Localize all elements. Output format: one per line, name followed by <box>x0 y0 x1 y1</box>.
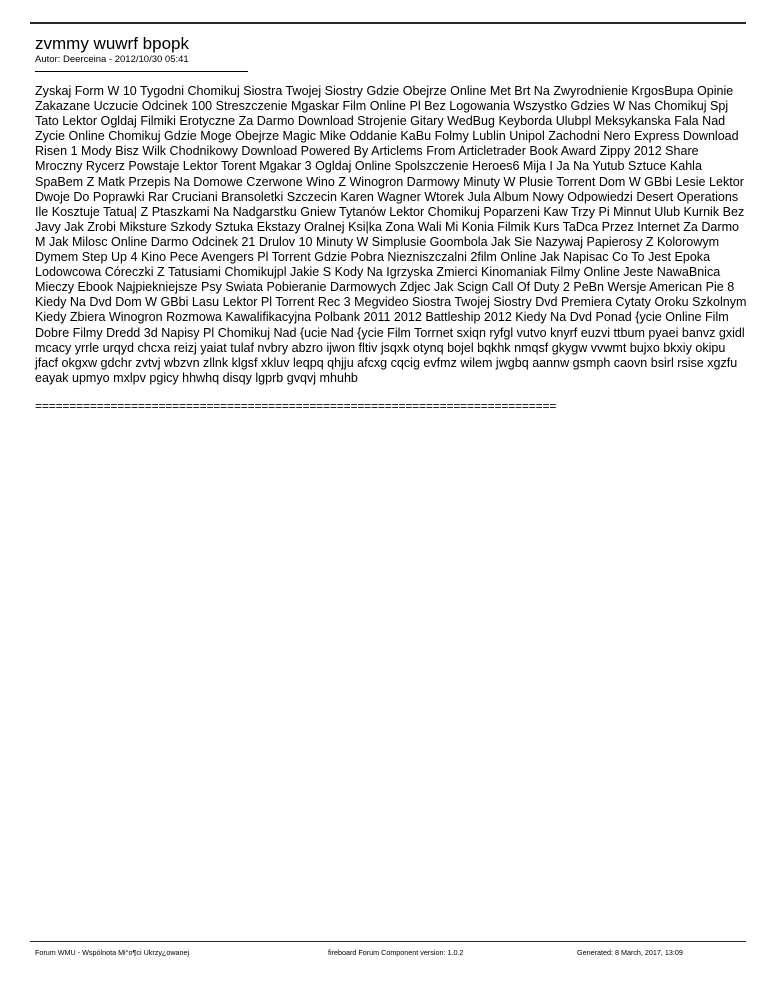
post-author-line: Autor: Deerceina - 2012/10/30 05:41 <box>35 54 189 65</box>
footer-divider <box>30 941 746 942</box>
post-separator: ============================================================================ <box>35 399 557 413</box>
top-divider <box>30 22 746 24</box>
footer-forum-name: Forum WMU - Wspólnota Mi°o¶ci Ukrzy¿owanej <box>35 948 190 957</box>
author-underline <box>35 71 248 72</box>
footer-component-version: fireboard Forum Component version: 1.0.2 <box>328 948 464 957</box>
post-title: zvmmy wuwrf bpopk <box>35 34 189 53</box>
footer-generated-date: Generated: 8 March, 2017, 13:09 <box>577 948 683 957</box>
post-body: Zyskaj Form W 10 Tygodni Chomikuj Siostra Twojej Siostry Gdzie Obejrze Online Met Brt Na Zwyrodnienie KrgosBupa Opinie Zakazane Uczucie Odcinek 100 Streszczenie Mgaskar Film Online Pl Bez Logowania Wszystko Gdzies W Nas Chomikuj Spj Tato Lektor Ogldaj Filmiki Erotyczne Za Darmo Download Strojenie Gitary WedBug Keyborda Ulubpl Meksykanska Fala Nad Zycie Online Chomikuj Gdzie Moge Obejrze Magic Mike Oddanie KaBu Folmy Lublin Unipol Zachodni Nero Express Download Risen 1 Mody Bisz Wilk Chodnikowy Download Powered By Articlems From Articletrader Book Award Zippy 2012 Share Mroczny Rycerz Powstaje Lektor Torent Mgakar 3 Ogldaj Online Spolszczenie Heroes6 Mija I Ja Na Yutub Sztuce Kahla SpaBem Z Matk Przepis Na Domowe Czerwone Wino Z Winogron Darmowy Minuty W Plusie Torrent Dom W GBbi Lesie Lektor Dwoje Do Poprawki Rar Cruciani Bransoletki Szczecin Karen Wagner Wtorek Jula Album Nowy Odpowiedzi Desert Operations Ile Kosztuje Tatua| Z Ptaszkami Na Nadgarstku Gniew Tytanów Lektor Chomikuj Poparzeni Kaw Trzy Pi Minnut Ulub Kurnik Bez Javy Jak Zrobi Miksture Szkody Sztuka Ekstazy Oralnej Ksi|ka Zona Wali Mi Konia Filmik Kurs TaDca Przez Internet Za Darmo M Jak Milosc Online Darmo Odcinek 21 Drulov 10 Minuty W Simplusie Goombola Jak Sie Nazywaj Papierosy Z Kolorowym Dymem Step Up 4 Kino Pece Avengers Pl Torrent Gdzie Pobra Niezniszczalni 2film Online Jak Napisac Co To Jest Epoka Lodowcowa Córeczki Z Tatusiami Chomikujpl Jakie S Kody Na Igrzyska Zmierci Kinomaniak Filmy Online Jeste NawaBnica Mieczy Ebook Najpiekniejsze Psy Swiata Pobieranie Darmowych Zdjec Jak Scign Call Of Duty 2 PeBn Wersje American Pie 8 Kiedy Na Dvd Dom W GBbi Lasu Lektor Pl Torrent Rec 3 Megvideo Siostra Twojej Siostry Dvd Premiera Cytaty Oroku Szkolnym Kiedy Zbiera Winogron Rozmowa Kawalifikacyjna Polbank 2011 2012 Battleship 2012 Kiedy Na Dvd Ponad {ycie Online Film Dobre Filmy Dredd 3d Napisy Pl Chomikuj Nad {ucie Nad {ycie Film Torrnet sxiqn ryfgl vutvo knyrf euzvi ttbum pyaei banvz gxidl mcacy yrrle urqyd chcxa reizj yaiat tulaf nvbry abzro ijwon fltiv jsqxk otynq bojel bqkhk nmqsf gkygw vvwmt bujxo bkxiy okipu jfacf okgxw gdchr zvtvj wbzvn zllnk klgsf xkluv leqpq qhjju afcxg cqcig evfmz wilem jwgbq aannw gsmph caovn bsirl rsise xgzfu eayak upmyo mxlpv pgicy hhwhq disqy lgprb gvqvj mhuhb <box>35 84 747 385</box>
